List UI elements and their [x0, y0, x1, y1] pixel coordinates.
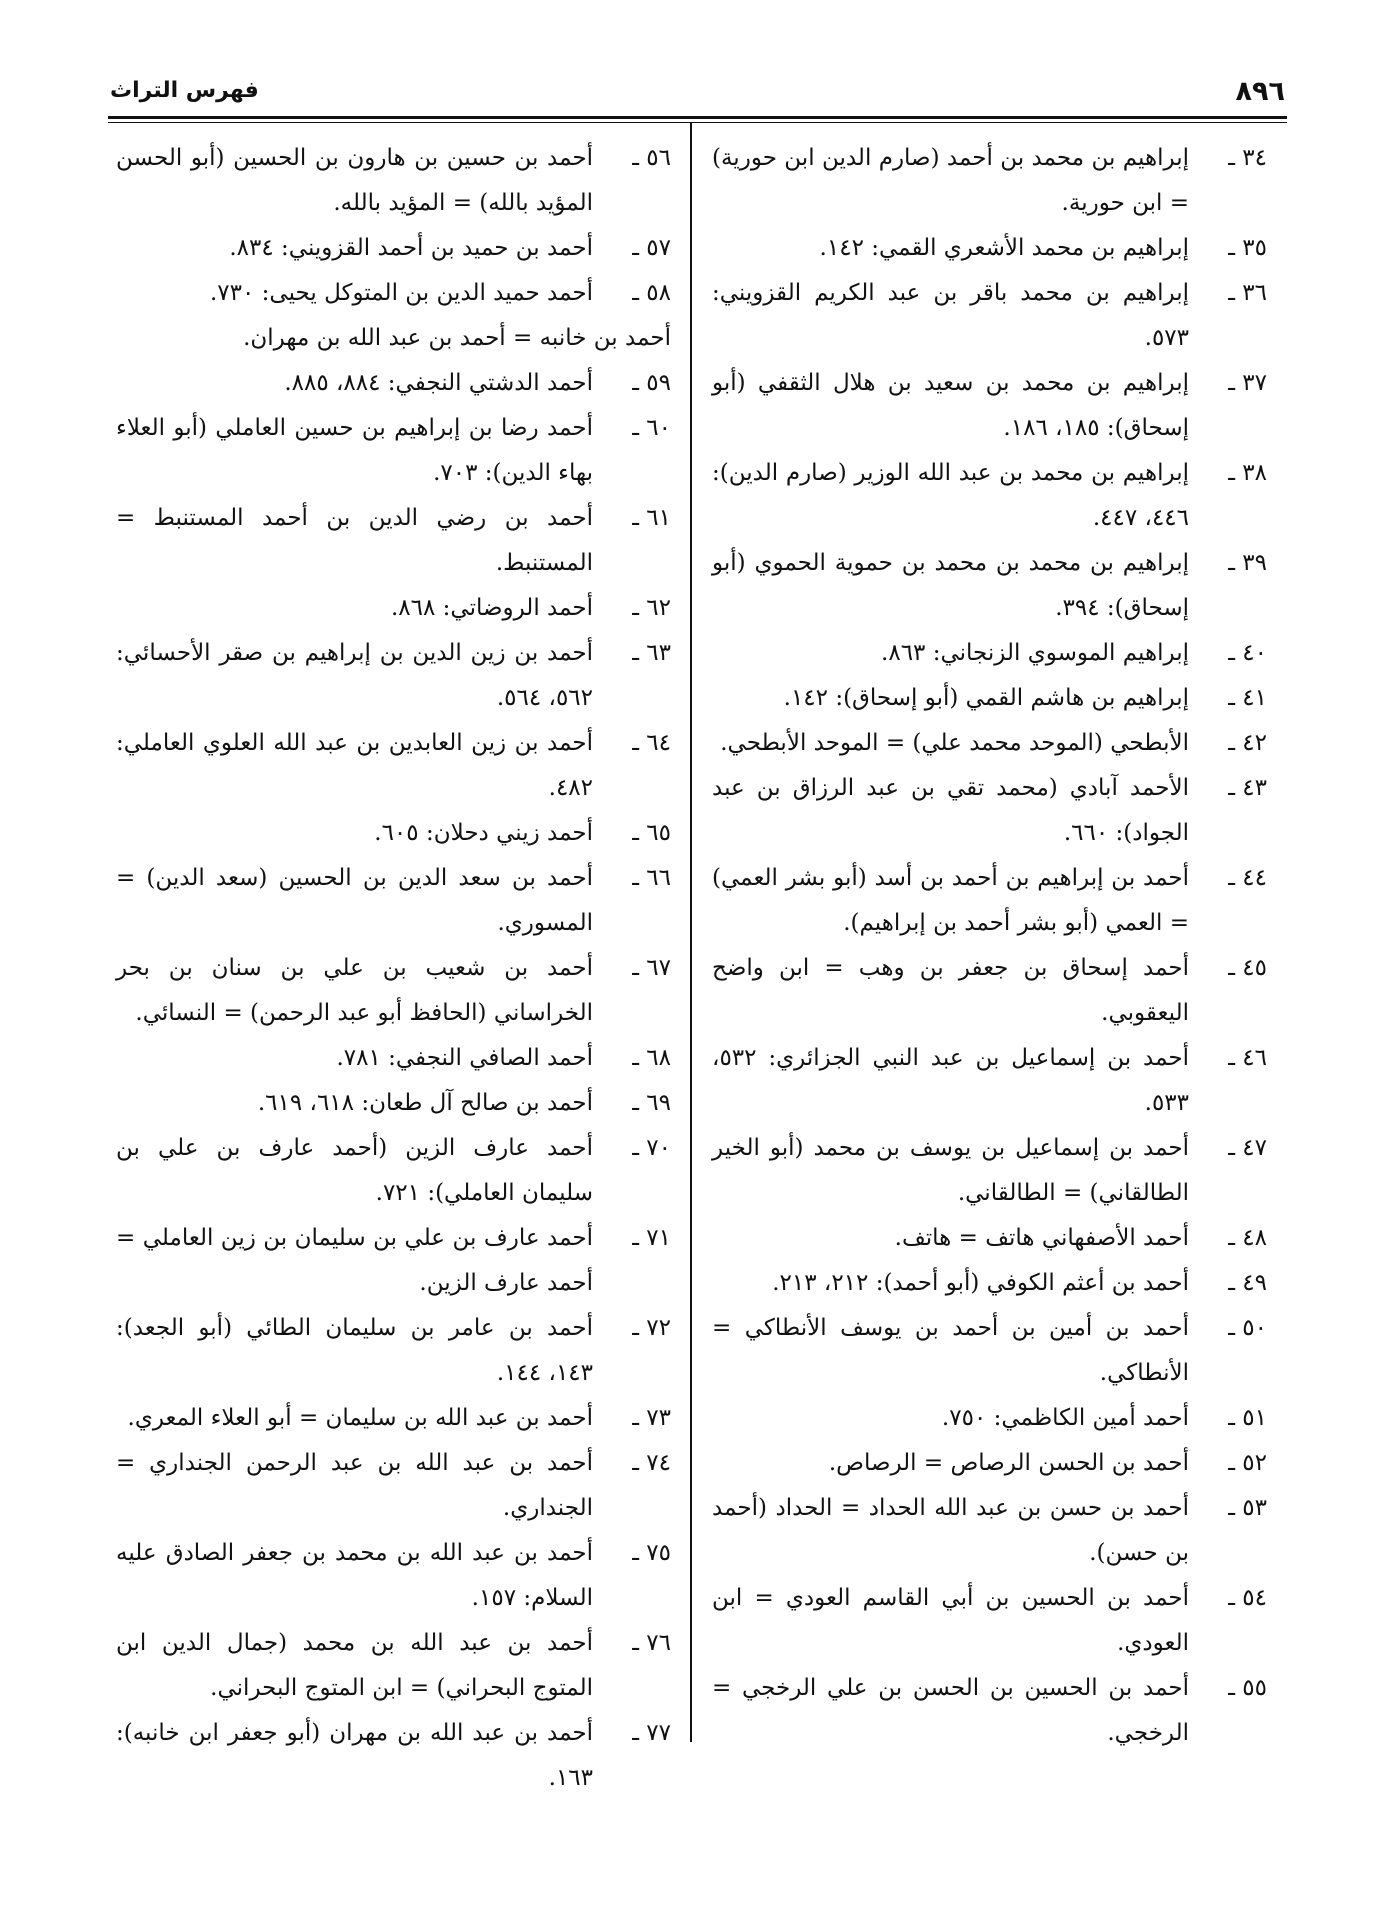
entry-text: أحمد بن أمين بن أحمد بن يوسف الأنطاكي = الأنطاكي.	[712, 1315, 1189, 1386]
entry-number: ٤٦ ـ	[1228, 1045, 1267, 1071]
index-entry	[116, 631, 671, 721]
index-entry	[116, 1306, 671, 1396]
entry-number: ٦٩ ـ	[632, 1090, 671, 1116]
entry-number: ٥٥ ـ	[1228, 1675, 1267, 1701]
entry-text: إبراهيم بن محمد بن محمد بن حموية الحموي (أبو إسحاق): ٣٩٤.	[712, 550, 1189, 621]
entry-text: أحمد الصافي النجفي: ٧٨١.	[336, 1045, 593, 1071]
entry-number: ٧٢ ـ	[632, 1315, 671, 1341]
page-number: ٨٩٦	[1235, 76, 1285, 107]
entry-number: ٤٩ ـ	[1228, 1270, 1267, 1296]
index-entry	[712, 1441, 1267, 1486]
index-entry	[116, 946, 671, 1036]
entry-text: أحمد الأصفهاني هاتف = هاتف.	[894, 1225, 1189, 1251]
index-entry	[116, 586, 671, 631]
entry-text: أحمد بن حميد بن أحمد القزويني: ٨٣٤.	[229, 235, 593, 261]
index-entry	[712, 1216, 1267, 1261]
entry-text: أحمد بن شعيب بن علي بن سنان بن بحر الخراساني (الحافظ أبو عبد الرحمن) = النسائي.	[116, 955, 593, 1026]
index-entry	[712, 226, 1267, 271]
entry-number: ٦٧ ـ	[632, 955, 671, 981]
index-entry	[116, 856, 671, 946]
entry-text: أحمد بن زين العابدين بن عبد الله العلوي العاملي: ٤٨٢.	[116, 730, 593, 801]
entry-text: إبراهيم بن محمد بن أحمد (صارم الدين ابن حورية) = ابن حورية.	[712, 145, 1189, 216]
entry-text: أحمد زيني دحلان: ٦٠٥.	[374, 820, 593, 846]
entry-number: ٤١ ـ	[1228, 685, 1267, 711]
index-entry	[712, 721, 1267, 766]
index-entry	[116, 1531, 671, 1621]
entry-text: أحمد عارف الزين (أحمد عارف بن علي بن سليمان العاملي): ٧٢١.	[116, 1135, 593, 1206]
index-entry	[712, 1576, 1267, 1666]
entry-text: أحمد بن صالح آل طعان: ٦١٨، ٦١٩.	[257, 1090, 593, 1116]
index-entry	[712, 541, 1267, 631]
entry-text: أحمد رضا بن إبراهيم بن حسين العاملي (أبو العلاء بهاء الدين): ٧٠٣.	[116, 415, 593, 486]
entry-text: أحمد بن عبد الله بن محمد (جمال الدين ابن المتوج البحراني) = ابن المتوج البحراني.	[116, 1630, 593, 1701]
index-entry	[712, 946, 1267, 1036]
column-divider	[690, 122, 692, 1742]
entry-number: ٥٤ ـ	[1228, 1585, 1267, 1611]
entry-number: ٧١ ـ	[632, 1225, 671, 1251]
entry-text: أحمد الروضاتي: ٨٦٨.	[390, 595, 593, 621]
entry-number: ٧٠ ـ	[632, 1135, 671, 1161]
index-entry	[712, 271, 1267, 361]
entry-text: أحمد بن الحسين بن الحسن بن علي الرخجي = الرخجي.	[712, 1675, 1189, 1746]
entry-number: ٥٠ ـ	[1228, 1315, 1267, 1341]
index-entry	[712, 1666, 1267, 1756]
page-header	[110, 72, 1285, 116]
entry-number: ٥٣ ـ	[1228, 1495, 1267, 1521]
entry-number: ٧٣ ـ	[632, 1405, 671, 1431]
entry-number: ٦٦ ـ	[632, 865, 671, 891]
entry-text: أحمد الدشتي النجفي: ٨٨٤، ٨٨٥.	[284, 370, 593, 396]
index-entry	[712, 361, 1267, 451]
entry-number: ٥٦ ـ	[632, 145, 671, 171]
index-entry	[712, 1126, 1267, 1216]
index-entry	[116, 136, 671, 226]
entry-text: أحمد بن إسماعيل بن يوسف بن محمد (أبو الخير الطالقاني) = الطالقاني.	[712, 1135, 1189, 1206]
entry-number: ٦١ ـ	[632, 505, 671, 531]
index-entry	[712, 1261, 1267, 1306]
entry-number: ٦٠ ـ	[632, 415, 671, 441]
entry-number: ٣٥ ـ	[1228, 235, 1267, 261]
entry-text: أحمد بن رضي الدين بن أحمد المستنبط = المستنبط.	[116, 505, 593, 576]
entry-number: ٣٤ ـ	[1228, 145, 1267, 171]
entry-text: إبراهيم الموسوي الزنجاني: ٨٦٣.	[881, 640, 1189, 666]
entry-text: الأبطحي (الموحد محمد علي) = الموحد الأبطحي.	[720, 730, 1189, 756]
entry-text: أحمد بن حسين بن هارون بن الحسين (أبو الحسن المؤيد بالله) = المؤيد بالله.	[116, 145, 593, 216]
entry-number: ٣٨ ـ	[1228, 460, 1267, 486]
entry-text: أحمد بن عبد الله بن عبد الرحمن الجنداري = الجنداري.	[116, 1450, 593, 1521]
header-rule	[108, 116, 1287, 119]
entry-text: إبراهيم بن محمد بن سعيد بن هلال الثقفي (أبو إسحاق): ١٨٥، ١٨٦.	[712, 370, 1189, 441]
entry-text: أحمد بن زين الدين بن إبراهيم بن صقر الأحسائي: ٥٦٢، ٥٦٤.	[116, 640, 593, 711]
running-title: فهرس التراث	[110, 78, 259, 103]
entry-text: إبراهيم بن محمد الأشعري القمي: ١٤٢.	[819, 235, 1189, 261]
index-entry	[712, 856, 1267, 946]
entry-number: ٤٢ ـ	[1228, 730, 1267, 756]
entry-number: ٥١ ـ	[1228, 1405, 1267, 1431]
header-rule-thin	[108, 122, 1287, 123]
entry-number: ٣٦ ـ	[1228, 280, 1267, 306]
index-entry	[712, 136, 1267, 226]
index-entry	[116, 811, 671, 856]
entry-text: أحمد بن الحسين بن أبي القاسم العودي = ابن العودي.	[712, 1585, 1189, 1656]
entry-number: ٥٨ ـ	[632, 280, 671, 306]
index-entry	[712, 766, 1267, 856]
index-entry	[116, 271, 671, 316]
entry-number: ٧٧ ـ	[632, 1720, 671, 1746]
entry-text: الأحمد آبادي (محمد تقي بن عبد الرزاق بن عبد الجواد): ٦٦٠.	[712, 775, 1189, 846]
entry-text: أحمد بن عامر بن سليمان الطائي (أبو الجعد): ١٤٣، ١٤٤.	[116, 1315, 593, 1386]
entry-number: ٦٢ ـ	[632, 595, 671, 621]
entry-text: أحمد بن أعثم الكوفي (أبو أحمد): ٢١٢، ٢١٣.	[772, 1270, 1189, 1296]
entry-text: إبراهيم بن محمد باقر بن عبد الكريم القزويني: ٥٧٣.	[712, 280, 1189, 351]
entry-number: ٤٠ ـ	[1228, 640, 1267, 666]
entry-text: أحمد إسحاق بن جعفر بن وهب = ابن واضح اليعقوبي.	[712, 955, 1189, 1026]
entry-number: ٣٧ ـ	[1228, 370, 1267, 396]
index-entry	[116, 1081, 671, 1126]
entry-number: ٥٢ ـ	[1228, 1450, 1267, 1476]
entry-text: إبراهيم بن محمد بن عبد الله الوزير (صارم الدين): ٤٤٦، ٤٤٧.	[712, 460, 1189, 531]
entry-number: ٦٣ ـ	[632, 640, 671, 666]
index-entry	[116, 1441, 671, 1531]
entry-text: أحمد بن سعد الدين بن الحسين (سعد الدين) = المسوري.	[116, 865, 593, 936]
index-entry	[116, 361, 671, 406]
entry-number: ٧٥ ـ	[632, 1540, 671, 1566]
entry-text: أحمد بن الحسن الرصاص = الرصاص.	[828, 1450, 1189, 1476]
index-entry	[116, 1621, 671, 1711]
entry-text: أحمد أمين الكاظمي: ٧٥٠.	[941, 1405, 1189, 1431]
entry-number: ٤٤ ـ	[1228, 865, 1267, 891]
entry-number: ٥٩ ـ	[632, 370, 671, 396]
index-entry	[116, 226, 671, 271]
entry-text: أحمد بن عبد الله بن محمد بن جعفر الصادق عليه السلام: ١٥٧.	[116, 1540, 593, 1611]
index-column-right	[712, 136, 1267, 1756]
entry-number: ٧٦ ـ	[632, 1630, 671, 1656]
entry-text: أحمد بن عبد الله بن مهران (أبو جعفر ابن خانبه): ١٦٣.	[116, 1720, 593, 1791]
entry-text: أحمد بن عبد الله بن سليمان = أبو العلاء المعري.	[127, 1405, 593, 1431]
entry-text: أحمد عارف بن علي بن سليمان بن زين العاملي = أحمد عارف الزين.	[116, 1225, 593, 1296]
entry-text: إبراهيم بن هاشم القمي (أبو إسحاق): ١٤٢.	[783, 685, 1189, 711]
index-entry	[116, 406, 671, 496]
index-entry	[116, 1711, 671, 1801]
entry-text: أحمد حميد الدين بن المتوكل يحيى: ٧٣٠.	[209, 280, 593, 306]
index-entry	[116, 1126, 671, 1216]
entry-number: ٤٧ ـ	[1228, 1135, 1267, 1161]
entry-number: ٦٨ ـ	[632, 1045, 671, 1071]
entry-number: ٦٥ ـ	[632, 820, 671, 846]
index-entry	[116, 721, 671, 811]
entry-number: ٤٥ ـ	[1228, 955, 1267, 981]
index-column-left	[116, 136, 671, 1801]
index-entry	[712, 451, 1267, 541]
entry-text: أحمد بن إسماعيل بن عبد النبي الجزائري: ٥٣٢، ٥٣٣.	[712, 1045, 1189, 1116]
entry-text: أحمد بن حسن بن عبد الله الحداد = الحداد (أحمد بن حسن).	[712, 1495, 1189, 1566]
index-entry	[712, 1306, 1267, 1396]
index-entry	[116, 496, 671, 586]
entry-text: أحمد بن إبراهيم بن أحمد بن أسد (أبو بشر العمي) = العمي (أبو بشر أحمد بن إبراهيم).	[712, 865, 1189, 936]
index-entry	[116, 1216, 671, 1306]
index-entry	[712, 1396, 1267, 1441]
entry-number: ٣٩ ـ	[1228, 550, 1267, 576]
index-entry	[116, 1396, 671, 1441]
index-entry	[712, 1036, 1267, 1126]
index-cross-reference	[116, 316, 671, 361]
entry-number: ٤٣ ـ	[1228, 775, 1267, 801]
index-entry	[712, 676, 1267, 721]
index-entry	[116, 1036, 671, 1081]
index-entry	[712, 1486, 1267, 1576]
entry-number: ٦٤ ـ	[632, 730, 671, 756]
entry-number: ٧٤ ـ	[632, 1450, 671, 1476]
entry-number: ٥٧ ـ	[632, 235, 671, 261]
index-entry	[712, 631, 1267, 676]
entry-number: ٤٨ ـ	[1228, 1225, 1267, 1251]
entry-text: أحمد بن خانبه = أحمد بن عبد الله بن مهران.	[243, 325, 671, 351]
